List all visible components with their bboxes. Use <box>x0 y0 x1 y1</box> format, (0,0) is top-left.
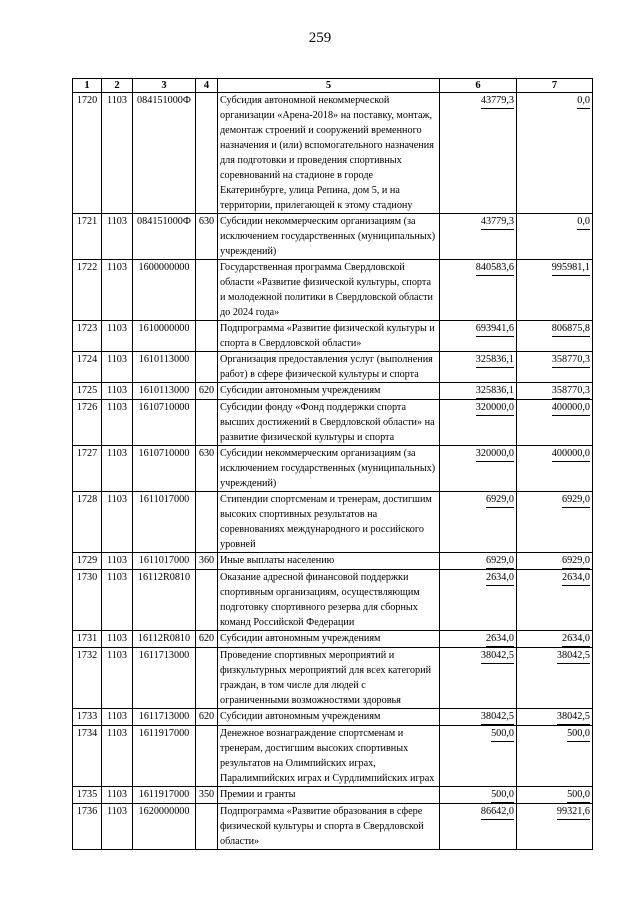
target-code: 1611017000 <box>133 492 196 553</box>
amount-year-2-value: 806875,8 <box>552 322 590 337</box>
amount-year-1-value: 2634,0 <box>486 632 514 647</box>
row-number: 1727 <box>73 446 102 492</box>
expense-type: 350 <box>196 787 218 804</box>
expense-type <box>196 400 218 446</box>
row-description: Субсидия автономной некоммерческой организации «Арена-2018» на поставку, монтаж, демонтаж строений и сооружений временного назначения и (или) вспомогательного назначения для подготовки и проведения спортивных соревнований на стадионе в городе Екатеринбурге, улица Репина, дом 5, и на территории, прилегающей к этому стадиону <box>218 93 440 214</box>
amount-year-1-value: 325836,1 <box>476 353 514 368</box>
amount-year-2 <box>517 787 593 804</box>
row-number: 1736 <box>73 804 102 850</box>
amount-year-1 <box>440 553 517 570</box>
amount-year-2 <box>517 214 593 260</box>
table-row <box>73 93 593 214</box>
section-code: 1103 <box>102 804 133 850</box>
amount-year-1 <box>440 321 517 352</box>
expense-type <box>196 321 218 352</box>
target-code: 1610710000 <box>133 400 196 446</box>
amount-year-1-value: 840583,6 <box>476 261 514 276</box>
row-number: 1723 <box>73 321 102 352</box>
amount-year-2-value: 2634,0 <box>562 571 590 586</box>
section-code: 1103 <box>102 648 133 709</box>
section-code: 1103 <box>102 631 133 648</box>
row-description: Субсидии некоммерческим организациям (за исключением государственных (муниципальных) учреждений) <box>218 214 440 260</box>
row-number: 1733 <box>73 709 102 726</box>
amount-year-2 <box>517 648 593 709</box>
table-row <box>73 570 593 631</box>
expense-type <box>196 492 218 553</box>
target-code: 1611917000 <box>133 726 196 787</box>
expense-type: 620 <box>196 631 218 648</box>
target-code: 084151000Ф <box>133 214 196 260</box>
row-description: Субсидии фонду «Фонд поддержки спорта высших достижений в Свердловской области» на развитие физической культуры и спорта <box>218 400 440 446</box>
section-code: 1103 <box>102 553 133 570</box>
table-row <box>73 400 593 446</box>
table-row <box>73 804 593 850</box>
table-row <box>73 492 593 553</box>
amount-year-1-value: 38042,5 <box>481 649 514 664</box>
amount-year-1-value: 86642,0 <box>481 805 514 820</box>
amount-year-2-value: 400000,0 <box>552 447 590 462</box>
target-code: 1611713000 <box>133 709 196 726</box>
target-code: 1600000000 <box>133 260 196 321</box>
amount-year-2-value: 358770,3 <box>552 353 590 368</box>
row-description: Субсидии автономным учреждениям <box>218 631 440 648</box>
target-code: 1610113000 <box>133 352 196 383</box>
amount-year-2-value: 358770,3 <box>552 384 590 399</box>
row-number: 1730 <box>73 570 102 631</box>
amount-year-2-value: 400000,0 <box>552 401 590 416</box>
page-number: 259 <box>308 30 332 46</box>
row-description: Стипендии спортсменам и тренерам, достигшим высоких спортивных результатов на соревнованиях международного и российского уровней <box>218 492 440 553</box>
amount-year-1-value: 6929,0 <box>486 554 514 569</box>
table-body <box>73 93 593 850</box>
section-code: 1103 <box>102 352 133 383</box>
row-description: Оказание адресной финансовой поддержки спортивным организациям, осуществляющим подготовку спортивного резерва для сборных команд Российской Федерации <box>218 570 440 631</box>
amount-year-2 <box>517 321 593 352</box>
target-code: 1620000000 <box>133 804 196 850</box>
table-row <box>73 260 593 321</box>
table-row <box>73 383 593 400</box>
amount-year-1 <box>440 726 517 787</box>
row-number: 1734 <box>73 726 102 787</box>
amount-year-2 <box>517 492 593 553</box>
amount-year-2 <box>517 709 593 726</box>
row-description: Подпрограмма «Развитие образования в сфере физической культуры и спорта в Свердловской области» <box>218 804 440 850</box>
row-description: Субсидии некоммерческим организациям (за исключением государственных (муниципальных) учреждений) <box>218 446 440 492</box>
target-code: 16112R0810 <box>133 631 196 648</box>
expense-type: 620 <box>196 383 218 400</box>
amount-year-2-value: 500,0 <box>567 788 590 803</box>
target-code: 1611917000 <box>133 787 196 804</box>
target-code: 084151000Ф <box>133 93 196 214</box>
row-number: 1722 <box>73 260 102 321</box>
table-row <box>73 787 593 804</box>
row-number: 1729 <box>73 553 102 570</box>
row-description: Иные выплаты населению <box>218 553 440 570</box>
section-code: 1103 <box>102 709 133 726</box>
section-code: 1103 <box>102 570 133 631</box>
table-row <box>73 214 593 260</box>
table-row <box>73 553 593 570</box>
amount-year-2 <box>517 446 593 492</box>
row-description: Субсидии автономным учреждениям <box>218 383 440 400</box>
amount-year-1-value: 693941,6 <box>476 322 514 337</box>
table-row <box>73 446 593 492</box>
row-description: Государственная программа Свердловской области «Развитие физической культуры, спорта и молодежной политики в Свердловской области до 2024 года» <box>218 260 440 321</box>
amount-year-2 <box>517 260 593 321</box>
expense-type <box>196 93 218 214</box>
table-row <box>73 648 593 709</box>
row-description: Денежное вознаграждение спортсменам и тренерам, достигшим высоких спортивных результатов на Олимпийских играх, Паралимпийских играх и Сурдлимпийских играх <box>218 726 440 787</box>
amount-year-2-value: 99321,6 <box>557 805 590 820</box>
amount-year-1 <box>440 446 517 492</box>
amount-year-2 <box>517 570 593 631</box>
amount-year-2 <box>517 553 593 570</box>
amount-year-2-value: 6929,0 <box>562 493 590 508</box>
amount-year-2-value: 6929,0 <box>562 554 590 569</box>
section-code: 1103 <box>102 214 133 260</box>
amount-year-1-value: 325836,1 <box>476 384 514 399</box>
amount-year-1-value: 320000,0 <box>476 401 514 416</box>
expense-type: 630 <box>196 214 218 260</box>
header-col-2: 2 <box>102 79 133 93</box>
amount-year-1-value: 2634,0 <box>486 571 514 586</box>
row-description: Подпрограмма «Развитие физической культуры и спорта в Свердловской области» <box>218 321 440 352</box>
row-number: 1735 <box>73 787 102 804</box>
amount-year-2 <box>517 383 593 400</box>
row-number: 1732 <box>73 648 102 709</box>
row-number: 1720 <box>73 93 102 214</box>
amount-year-1 <box>440 260 517 321</box>
amount-year-1 <box>440 709 517 726</box>
expense-type <box>196 804 218 850</box>
section-code: 1103 <box>102 93 133 214</box>
expense-type: 360 <box>196 553 218 570</box>
target-code: 1611017000 <box>133 553 196 570</box>
row-description: Проведение спортивных мероприятий и физкультурных мероприятий для всех категорий граждан, в том числе для людей с ограниченными возможностями здоровья <box>218 648 440 709</box>
section-code: 1103 <box>102 383 133 400</box>
table-row <box>73 321 593 352</box>
budget-table <box>72 78 593 850</box>
amount-year-1-value: 43779,3 <box>481 94 514 109</box>
row-number: 1724 <box>73 352 102 383</box>
header-col-3: 3 <box>133 79 196 93</box>
amount-year-2 <box>517 804 593 850</box>
amount-year-1 <box>440 400 517 446</box>
target-code: 16112R0810 <box>133 570 196 631</box>
amount-year-1-value: 500,0 <box>491 788 514 803</box>
amount-year-1 <box>440 214 517 260</box>
target-code: 1610710000 <box>133 446 196 492</box>
expense-type <box>196 570 218 631</box>
amount-year-2-value: 500,0 <box>567 727 590 742</box>
amount-year-1 <box>440 570 517 631</box>
target-code: 1610113000 <box>133 383 196 400</box>
amount-year-2-value: 995981,1 <box>552 261 590 276</box>
amount-year-2 <box>517 93 593 214</box>
expense-type: 620 <box>196 709 218 726</box>
expense-type <box>196 352 218 383</box>
amount-year-1 <box>440 631 517 648</box>
amount-year-1 <box>440 787 517 804</box>
expense-type <box>196 726 218 787</box>
amount-year-1-value: 320000,0 <box>476 447 514 462</box>
header-col-1: 1 <box>73 79 102 93</box>
section-code: 1103 <box>102 726 133 787</box>
row-number: 1726 <box>73 400 102 446</box>
amount-year-2-value: 0,0 <box>577 215 590 230</box>
header-row <box>73 79 593 93</box>
expense-type <box>196 260 218 321</box>
section-code: 1103 <box>102 492 133 553</box>
table-row <box>73 726 593 787</box>
table-row <box>73 352 593 383</box>
amount-year-2 <box>517 726 593 787</box>
amount-year-2-value: 2634,0 <box>562 632 590 647</box>
amount-year-1-value: 500,0 <box>491 727 514 742</box>
amount-year-2 <box>517 400 593 446</box>
table-row <box>73 631 593 648</box>
amount-year-1 <box>440 648 517 709</box>
row-number: 1731 <box>73 631 102 648</box>
row-number: 1725 <box>73 383 102 400</box>
section-code: 1103 <box>102 400 133 446</box>
row-description: Субсидии автономным учреждениям <box>218 709 440 726</box>
row-description: Премии и гранты <box>218 787 440 804</box>
amount-year-1 <box>440 383 517 400</box>
section-code: 1103 <box>102 446 133 492</box>
target-code: 1611713000 <box>133 648 196 709</box>
expense-type: 630 <box>196 446 218 492</box>
section-code: 1103 <box>102 260 133 321</box>
section-code: 1103 <box>102 787 133 804</box>
header-col-7: 7 <box>517 79 593 93</box>
section-code: 1103 <box>102 321 133 352</box>
amount-year-1 <box>440 352 517 383</box>
header-col-4: 4 <box>196 79 218 93</box>
row-number: 1721 <box>73 214 102 260</box>
row-description: Организация предоставления услуг (выполнения работ) в сфере физической культуры и спорта <box>218 352 440 383</box>
row-number: 1728 <box>73 492 102 553</box>
header-col-5: 5 <box>218 79 440 93</box>
amount-year-2 <box>517 352 593 383</box>
header-col-6: 6 <box>440 79 517 93</box>
amount-year-2-value: 38042,5 <box>557 710 590 725</box>
amount-year-2-value: 0,0 <box>577 94 590 109</box>
amount-year-1-value: 43779,3 <box>481 215 514 230</box>
amount-year-1-value: 6929,0 <box>486 493 514 508</box>
amount-year-1 <box>440 804 517 850</box>
amount-year-2-value: 38042,5 <box>557 649 590 664</box>
amount-year-1 <box>440 492 517 553</box>
expense-type <box>196 648 218 709</box>
amount-year-2 <box>517 631 593 648</box>
amount-year-1 <box>440 93 517 214</box>
table-row <box>73 709 593 726</box>
target-code: 1610000000 <box>133 321 196 352</box>
amount-year-1-value: 38042,5 <box>481 710 514 725</box>
